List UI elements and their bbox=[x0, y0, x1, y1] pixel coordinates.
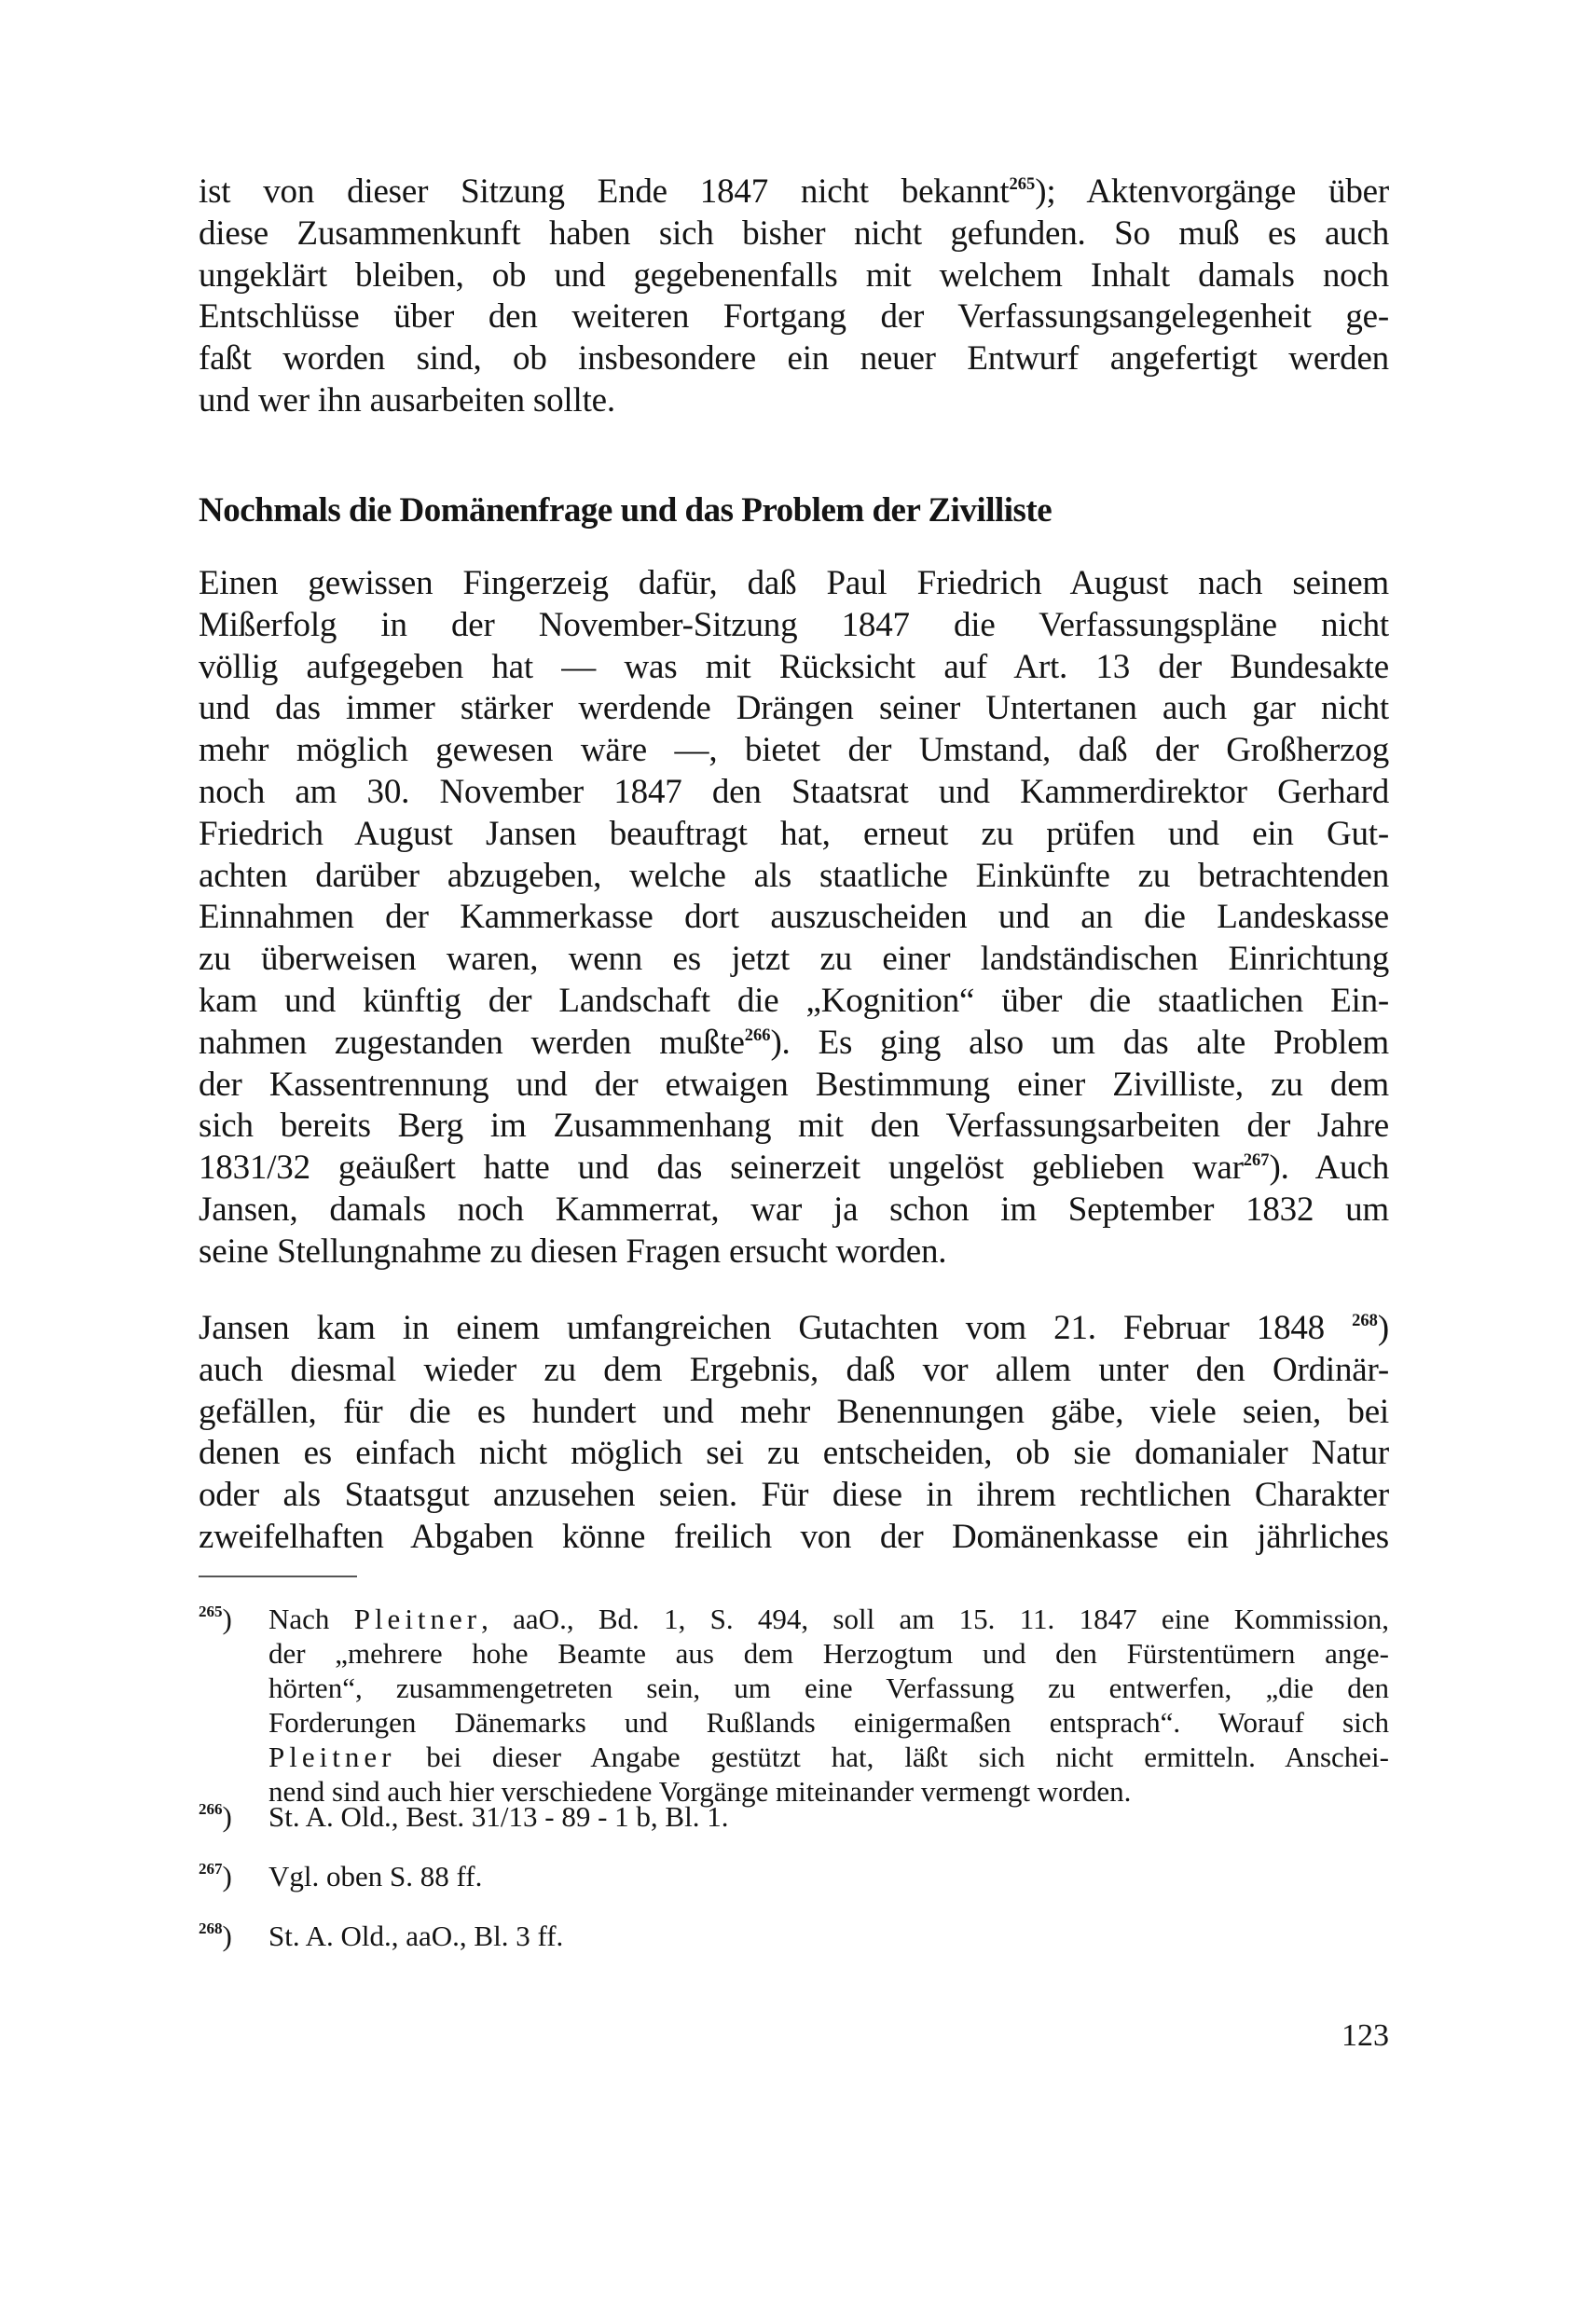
text-line bbox=[268, 1602, 1389, 1636]
text-line bbox=[199, 1350, 1389, 1392]
text-run: noch am 30. November 1847 den Staatsrat und Kammerdirektor Gerhard bbox=[199, 772, 1389, 811]
footnote-number: $^{267}$) bbox=[199, 1860, 232, 1892]
text-run: der „mehrere hohe Beamte aus dem Herzogtum und den Fürstentümern ange- bbox=[268, 1637, 1389, 1670]
text-run: ist von dieser Sitzung Ende 1847 nicht bekannt bbox=[199, 172, 1010, 211]
footnote-text bbox=[268, 1602, 1389, 1809]
text-run: Vgl. oben S. 88 ff. bbox=[268, 1860, 483, 1892]
text-run: mehr möglich gewesen wäre —, bietet der Umstand, daß der Großherzog bbox=[199, 731, 1389, 770]
text-line bbox=[199, 1190, 1389, 1232]
text-line bbox=[199, 296, 1389, 338]
text-line bbox=[199, 1148, 1389, 1190]
text-run: und das immer stärker werdende Drängen seiner Untertanen auch gar nicht bbox=[199, 689, 1389, 728]
paragraph bbox=[199, 172, 1389, 422]
text-run: ) bbox=[1377, 1309, 1389, 1347]
footnote-number-digits: 268 bbox=[199, 1920, 223, 1938]
text-line bbox=[268, 1799, 1389, 1834]
text-run: Jansen kam in einem umfangreichen Gutachten vom 21. Februar 1848 bbox=[199, 1309, 1353, 1347]
text-run: Einnahmen der Kammerkasse dort auszuscheiden und an die Landeskasse bbox=[199, 898, 1389, 937]
footnote-text bbox=[268, 1919, 1389, 1953]
text-line bbox=[268, 1671, 1389, 1705]
text-line bbox=[199, 380, 1389, 422]
text-run: zu überweisen waren, wenn es jetzt zu einer landständischen Einrichtung bbox=[199, 940, 1389, 979]
text-line bbox=[199, 172, 1389, 213]
text-run: Forderungen Dänemarks und Rußlands einigermaßen entsprach“. Worauf sich bbox=[268, 1706, 1389, 1739]
text-line bbox=[268, 1636, 1389, 1671]
text-run: ); Aktenvorgänge über bbox=[1035, 172, 1389, 211]
text-run: Jansen, damals noch Kammerrat, war ja schon im September 1832 um bbox=[199, 1190, 1389, 1229]
text-run: denen es einfach nicht möglich sei zu entscheiden, ob sie domanialer Natur bbox=[199, 1434, 1389, 1473]
text-run: achten darüber abzugeben, welche als staatliche Einkünfte zu betrachtenden bbox=[199, 856, 1389, 895]
text-run: faßt worden sind, ob insbesondere ein neuer Entwurf angefertigt werden bbox=[199, 339, 1389, 378]
footnote-divider bbox=[199, 1576, 357, 1577]
text-line bbox=[199, 563, 1389, 605]
text-run: hörten“, zusammengetreten sein, um eine Verfassung zu entwerfen, „die den bbox=[268, 1672, 1389, 1704]
section-heading: Nochmals die Domänenfrage und das Problem der Zivilliste bbox=[199, 491, 1053, 530]
text-run: ). Auch bbox=[1269, 1149, 1389, 1188]
text-line bbox=[199, 1392, 1389, 1434]
text-line bbox=[199, 1023, 1389, 1065]
footnote-number: $^{266}$) bbox=[199, 1800, 232, 1833]
text-line bbox=[199, 255, 1389, 297]
text-line bbox=[199, 856, 1389, 898]
text-line bbox=[199, 897, 1389, 939]
text-run: diese Zusammenkunft haben sich bisher nicht gefunden. So muß es auch bbox=[199, 213, 1389, 253]
text-line bbox=[199, 1308, 1389, 1350]
footnote-number-digits: 267 bbox=[199, 1860, 223, 1878]
text-run: ungeklärt bleiben, ob und gegebenenfalls mit welchem Inhalt damals noch bbox=[199, 255, 1389, 295]
text-run: und wer ihn ausarbeiten sollte. bbox=[199, 380, 615, 420]
text-line bbox=[199, 730, 1389, 772]
text-run: Nach bbox=[268, 1603, 354, 1635]
text-line bbox=[268, 1705, 1389, 1740]
text-line bbox=[199, 688, 1389, 730]
text-line bbox=[199, 1232, 1389, 1273]
text-line bbox=[199, 213, 1389, 255]
text-run: Entschlüsse über den weiteren Fortgang der Verfassungsangelegenheit ge- bbox=[199, 297, 1389, 337]
footnote-reference: 267 bbox=[1243, 1151, 1270, 1171]
text-run: der Kassentrennung und der etwaigen Bestimmung einer Zivilliste, zu dem bbox=[199, 1065, 1389, 1104]
text-line bbox=[199, 981, 1389, 1023]
text-run: seine Stellungnahme zu diesen Fragen ersucht worden. bbox=[199, 1232, 947, 1271]
text-run: auch diesmal wieder zu dem Ergebnis, daß vor allem unter den Ordinär- bbox=[199, 1350, 1389, 1389]
paragraph bbox=[199, 1308, 1389, 1559]
text-line bbox=[268, 1919, 1389, 1953]
text-line bbox=[268, 1859, 1389, 1893]
footnote-number: $^{268}$) bbox=[199, 1920, 232, 1952]
text-run: nend sind auch hier verschiedene Vorgänge miteinander vermengt worden. bbox=[268, 1775, 1132, 1808]
footnote-reference: 268 bbox=[1352, 1312, 1378, 1331]
text-line bbox=[199, 647, 1389, 689]
text-line bbox=[199, 772, 1389, 814]
footnote-reference: 266 bbox=[744, 1025, 771, 1045]
text-run: St. A. Old., aaO., Bl. 3 ff. bbox=[268, 1920, 564, 1952]
text-run: St. A. Old., Best. 31/13 - 89 - 1 b, Bl. 1. bbox=[268, 1800, 729, 1833]
text-line bbox=[199, 338, 1389, 380]
text-run: Einen gewissen Fingerzeig dafür, daß Paul Friedrich August nach seinem bbox=[199, 564, 1389, 602]
text-run: oder als Staatsgut anzusehen seien. Für diese in ihrem rechtlichen Charakter bbox=[199, 1476, 1389, 1515]
footnote-text bbox=[268, 1799, 1389, 1834]
text-line bbox=[199, 1106, 1389, 1148]
text-run: ). Es ging also um das alte Problem bbox=[770, 1023, 1389, 1062]
footnote-number: $^{265}$) bbox=[199, 1603, 232, 1635]
footnote-number-digits: 265 bbox=[199, 1603, 223, 1621]
text-line bbox=[199, 1517, 1389, 1559]
text-run: zweifelhaften Abgaben könne freilich von der Domänenkasse ein jährliches bbox=[199, 1517, 1389, 1556]
text-run: 1831/32 geäußert hatte und das seinerzeit ungelöst geblieben war bbox=[199, 1149, 1244, 1188]
footnote-text bbox=[268, 1859, 1389, 1893]
footnote-number-digits: 266 bbox=[199, 1800, 223, 1819]
footnote-reference: 265 bbox=[1009, 175, 1036, 195]
text-line bbox=[199, 814, 1389, 856]
text-line bbox=[199, 605, 1389, 647]
text-line bbox=[199, 1065, 1389, 1107]
text-run: bei dieser Angabe gestützt hat, läßt sich nicht ermitteln. Anschei- bbox=[395, 1741, 1389, 1773]
text-run: sich bereits Berg im Zusammenhang mit den Verfassungsarbeiten der Jahre bbox=[199, 1107, 1389, 1146]
text-run: , aaO., Bd. 1, S. 494, soll am 15. 11. 1847 eine Kommission, bbox=[481, 1603, 1390, 1635]
text-run: nahmen zugestanden werden mußte bbox=[199, 1023, 745, 1062]
author-name: Pleitner bbox=[353, 1603, 482, 1635]
text-run: gefällen, für die es hundert und mehr Benennungen gäbe, viele seien, bei bbox=[199, 1392, 1389, 1431]
page-number: 123 bbox=[1341, 2018, 1389, 2053]
text-line bbox=[199, 939, 1389, 981]
paragraph bbox=[199, 563, 1389, 1273]
text-line bbox=[199, 1433, 1389, 1475]
text-run: Friedrich August Jansen beauftragt hat, erneut zu prüfen und ein Gut- bbox=[199, 814, 1389, 853]
text-run: Mißerfolg in der November-Sitzung 1847 die Verfassungspläne nicht bbox=[199, 605, 1389, 644]
text-line bbox=[268, 1740, 1389, 1774]
text-line bbox=[199, 1475, 1389, 1517]
author-name: Pleitner bbox=[268, 1741, 396, 1773]
text-run: völlig aufgegeben hat — was mit Rücksicht auf Art. 13 der Bundesakte bbox=[199, 647, 1389, 686]
text-run: kam und künftig der Landschaft die „Kognition“ über die staatlichen Ein- bbox=[199, 981, 1389, 1020]
